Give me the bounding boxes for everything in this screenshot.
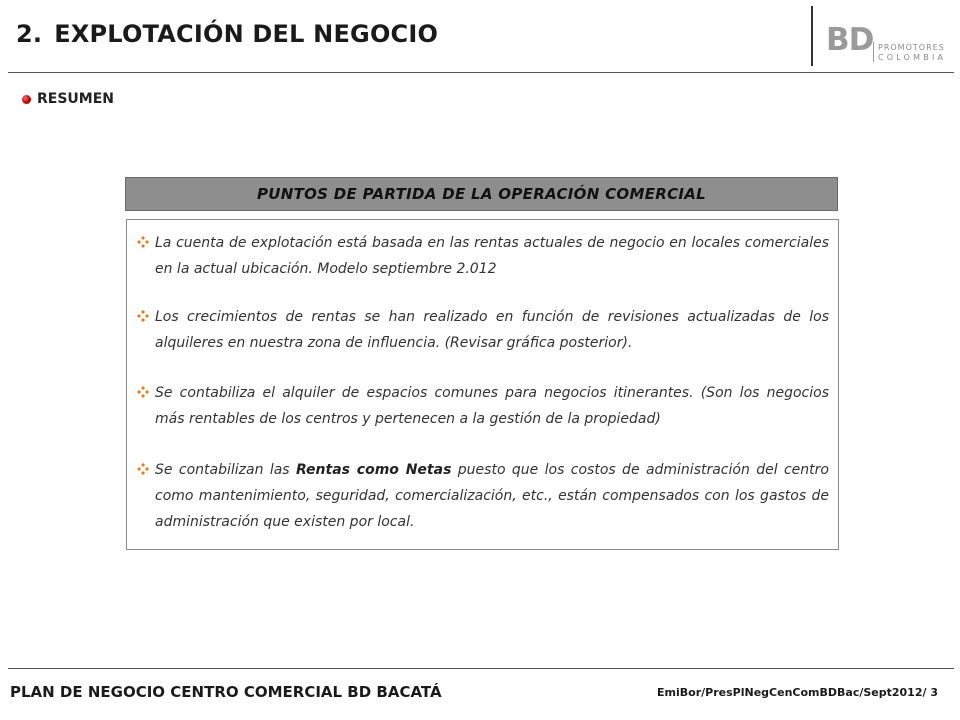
bullet-text: La cuenta de explotación está basada en las rentas actuales de negocio en locales comerciales en la actual ubicación. Modelo septiembre 2.012 [155,235,829,277]
section-label: RESUMEN [37,91,115,107]
banner-title: PUNTOS DE PARTIDA DE LA OPERACIÓN COMERCIAL [256,185,707,203]
bullet-text-part: puesto que los costos de administración del centro como mantenimiento, seguridad, comercialización, etc., están compensados con los gastos de administración que existen por local. [155,462,829,530]
bullet-item [135,230,829,282]
bullet-item [135,457,829,535]
banner [125,177,838,211]
section-heading [22,90,114,108]
footer-divider [8,668,954,669]
bd-promotores-logo [826,22,954,66]
bullet-text [155,457,829,535]
content-box [126,219,839,550]
page-title [16,20,438,48]
diamond-bullet-icon [137,386,149,398]
bullet-text-emphasis: Rentas como Netas [295,462,452,478]
bullet-text: Se contabiliza el alquiler de espacios comunes para negocios itinerantes. (Son los negocios más rentables de los centros y pertenecen a la gestión de la propiedad) [155,385,829,427]
logo-separator [873,42,874,62]
header-divider [8,72,954,73]
logo-line-2: COLOMBIA [878,53,947,62]
footer-title: PLAN DE NEGOCIO CENTRO COMERCIAL BD BACATÁ [10,683,442,701]
title-text: EXPLOTACIÓN DEL NEGOCIO [54,20,439,48]
logo-mark: BD [826,22,874,58]
logo-line-1: PROMOTORES [878,43,945,52]
diamond-bullet-icon [137,463,149,475]
bullet-item [135,304,829,356]
bullet-text: Los crecimientos de rentas se han realizado en función de revisiones actualizadas de los alquileres en nuestra zona de influencia. (Revisar gráfica posterior). [155,309,829,351]
logo-divider [811,6,813,66]
diamond-bullet-icon [137,236,149,248]
bullet-item [135,380,829,432]
footer-reference: EmiBor/PresPlNegCenComBDBac/Sept2012/ 3 [657,686,938,699]
red-dot-icon [22,95,31,104]
diamond-bullet-icon [137,310,149,322]
bullet-text-part: Se contabilizan las [155,462,296,478]
section-number: 2. [16,20,43,48]
